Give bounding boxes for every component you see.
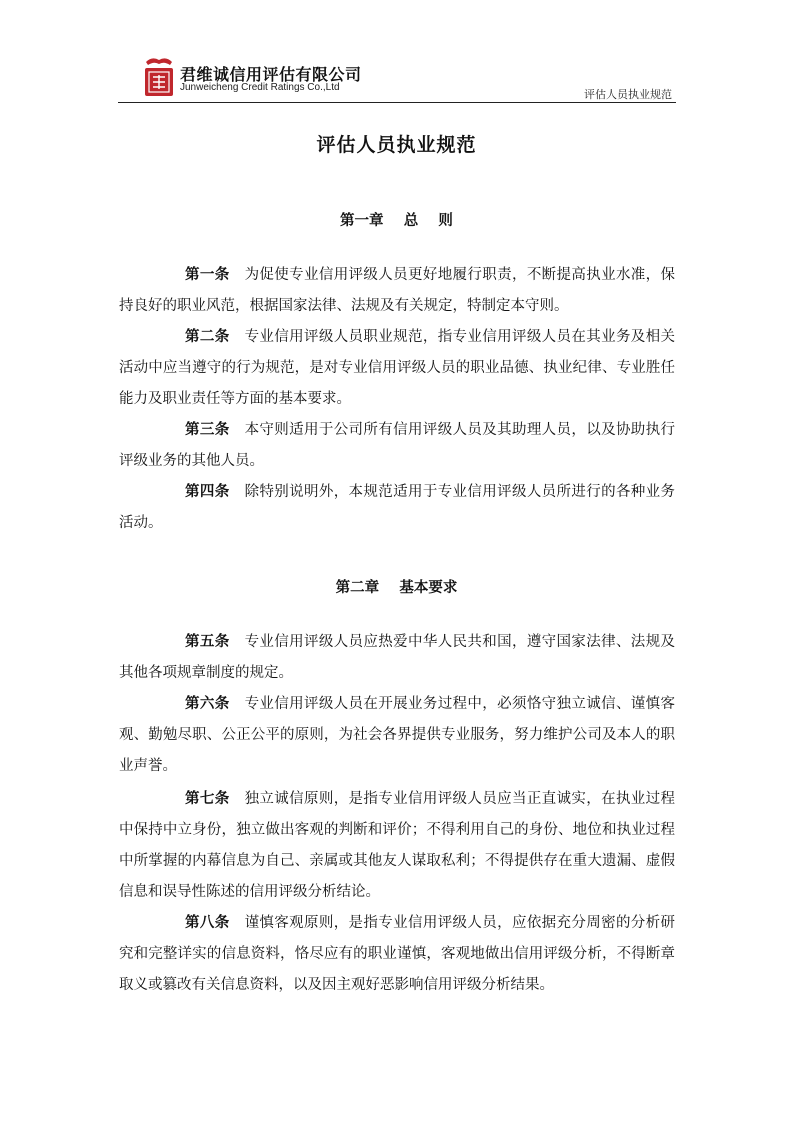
article-3 <box>119 415 675 477</box>
article-text: 专业信用评级人员职业规范，指专业信用评级人员在其业务及相关活动中应当遵守的行为规范，是对专业信用评级人员的职业品德、执业纪律、专业胜任能力及职业责任等方面的基本要求。 <box>119 329 676 407</box>
article-label: 第二条 <box>185 329 230 345</box>
article-text: 专业信用评级人员在开展业务过程中，必须恪守独立诚信、谨慎客观、勤勉尽职、公正公平的原则，为社会各界提供专业服务，努力维护公司及本人的职业声誉。 <box>119 696 676 774</box>
article-6 <box>119 689 675 782</box>
article-text: 谨慎客观原则，是指专业信用评级人员，应依据充分周密的分析研究和完整详实的信息资料，恪尽应有的职业谨慎，客观地做出信用评级分析，不得断章取义或篡改有关信息资料，以及因主观好恶影响信用评级分析结果。 <box>119 915 676 993</box>
chapter-1-heading: 第一章 总 则 <box>340 213 453 229</box>
article-label: 第四条 <box>185 484 230 500</box>
article-label: 第七条 <box>185 791 230 807</box>
article-text: 除特别说明外，本规范适用于专业信用评级人员所进行的各种业务活动。 <box>119 484 676 531</box>
article-label: 第八条 <box>185 915 230 931</box>
article-text: 专业信用评级人员应热爱中华人民共和国，遵守国家法律、法规及其他各项规章制度的规定。 <box>119 634 676 681</box>
article-2 <box>119 322 675 415</box>
article-text: 为促使专业信用评级人员更好地履行职责，不断提高执业水准，保持良好的职业风范，根据国家法律、法规及有关规定，特制定本守则。 <box>119 267 676 314</box>
chapter-2-heading: 第二章 基本要求 <box>335 580 458 596</box>
company-seal-logo-icon <box>142 56 176 98</box>
article-text: 独立诚信原则，是指专业信用评级人员应当正直诚实，在执业过程中保持中立身份，独立做出客观的判断和评价；不得利用自己的身份、地位和执业过程中所掌握的内幕信息为自己、亲属或其他友人谋取私利；不得提供存在重大遗漏、虚假信息和误导性陈述的信用评级分析结论。 <box>119 791 676 900</box>
article-label: 第三条 <box>185 422 230 438</box>
document-title: 评估人员执业规范 <box>316 134 477 156</box>
header-doc-title: 评估人员执业规范 <box>584 88 672 101</box>
company-name-cn: 君维诚信用评估有限公司 <box>180 65 362 84</box>
article-4 <box>119 477 675 539</box>
article-5 <box>119 627 675 689</box>
company-name-en: Junweicheng Credit Ratings Co.,Ltd <box>180 82 340 93</box>
article-text: 本守则适用于公司所有信用评级人员及其助理人员，以及协助执行评级业务的其他人员。 <box>119 422 676 469</box>
article-7 <box>119 784 675 908</box>
article-label: 第一条 <box>185 267 230 283</box>
page-header <box>118 50 676 103</box>
article-8 <box>119 908 675 1001</box>
article-1 <box>119 260 675 322</box>
article-label: 第六条 <box>185 696 230 712</box>
article-label: 第五条 <box>185 634 230 650</box>
